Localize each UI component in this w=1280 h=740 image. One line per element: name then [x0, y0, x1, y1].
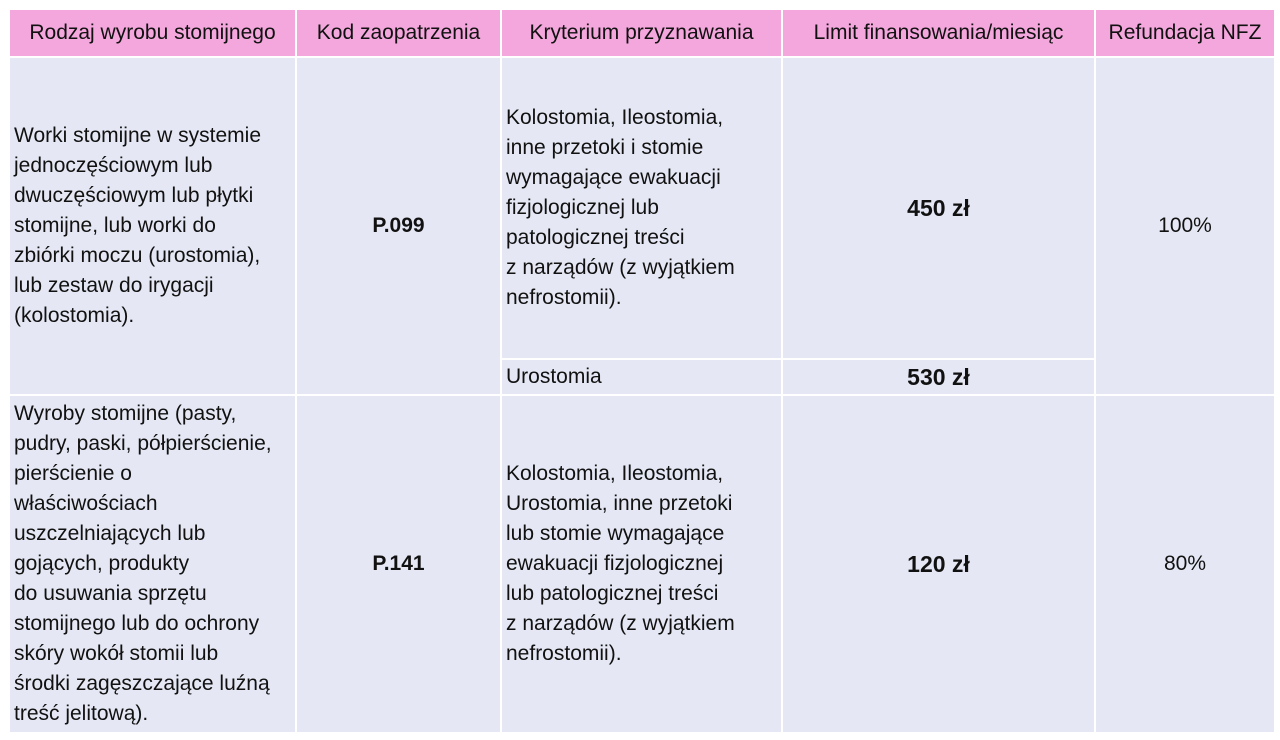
monthly-limit-value: 120 zł: [907, 551, 970, 577]
table-row: [9, 395, 1275, 733]
table-row: [9, 57, 1275, 359]
criteria-cell: [501, 359, 782, 395]
product-type-cell: [9, 57, 296, 395]
criteria-line: patologicznej treści: [506, 226, 685, 249]
criteria-line: inne przetoki i stomie: [506, 136, 704, 159]
criteria-cell: [501, 395, 782, 733]
supply-code: P.099: [372, 214, 425, 237]
monthly-limit-cell: [782, 57, 1095, 359]
criteria-text: [506, 459, 777, 669]
criteria-text: [506, 103, 777, 313]
criteria-line: Kolostomia, Ileostomia,: [506, 106, 724, 129]
monthly-limit-value: 530 zł: [907, 364, 970, 390]
criteria-line: z narządów (z wyjątkiem: [506, 612, 735, 635]
product-type-line: do usuwania sprzętu: [14, 582, 207, 605]
header-supply-code: Kod zaopatrzenia: [296, 9, 501, 57]
product-type-line: Worki stomijne w systemie: [14, 124, 261, 147]
nfz-refund-value: 100%: [1158, 214, 1212, 237]
criteria-line: nefrostomii).: [506, 286, 622, 309]
monthly-limit-cell: [782, 359, 1095, 395]
criteria-line: ewakuacji fizjologicznej: [506, 552, 724, 575]
product-type-text: [14, 121, 291, 331]
header-product-type: Rodzaj wyrobu stomijnego: [9, 9, 296, 57]
product-type-line: skóry wokół stomii lub: [14, 642, 219, 665]
product-type-cell: [9, 395, 296, 733]
criteria-line: lub stomie wymagające: [506, 522, 725, 545]
product-type-line: gojących, produkty: [14, 552, 190, 575]
supply-code: P.141: [372, 552, 425, 575]
nfz-refund-cell: [1095, 57, 1275, 395]
criteria-line: Urostomia: [506, 365, 602, 388]
monthly-limit-value: 450 zł: [907, 195, 970, 221]
product-type-line: zbiórki moczu (urostomia),: [14, 244, 261, 267]
monthly-limit-cell: [782, 395, 1095, 733]
product-type-line: uszczelniających lub: [14, 522, 206, 545]
product-type-line: dwuczęściowym lub płytki: [14, 184, 254, 207]
criteria-line: lub patologicznej treści: [506, 582, 719, 605]
nfz-refund-value: 80%: [1163, 552, 1207, 575]
criteria-line: Kolostomia, Ileostomia,: [506, 462, 724, 485]
stoma-refund-table: [8, 8, 1276, 734]
product-type-line: (kolostomia).: [14, 304, 135, 327]
product-type-text: [14, 399, 291, 729]
header-row: [9, 9, 1275, 57]
product-type-line: treść jelitową).: [14, 702, 149, 725]
header-criteria: Kryterium przyznawania: [501, 9, 782, 57]
criteria-line: z narządów (z wyjątkiem: [506, 256, 735, 279]
product-type-line: pudry, paski, półpierścienie,: [14, 432, 272, 455]
criteria-line: Urostomia, inne przetoki: [506, 492, 733, 515]
header-monthly-limit: Limit finansowania/miesiąc: [782, 9, 1095, 57]
nfz-refund-cell: [1095, 395, 1275, 733]
product-type-line: stomijne, lub worki do: [14, 214, 216, 237]
product-type-line: pierścienie o: [14, 462, 132, 485]
criteria-line: wymagające ewakuacji: [506, 166, 721, 189]
product-type-line: lub zestaw do irygacji: [14, 274, 214, 297]
header-nfz-refund: Refundacja NFZ: [1095, 9, 1275, 57]
product-type-line: jednoczęściowym lub: [14, 154, 213, 177]
criteria-cell: [501, 57, 782, 359]
product-type-line: stomijnego lub do ochrony: [14, 612, 260, 635]
product-type-line: Wyroby stomijne (pasty,: [14, 402, 237, 425]
supply-code-cell: [296, 57, 501, 395]
product-type-line: środki zagęszczające luźną: [14, 672, 270, 695]
criteria-line: fizjologicznej lub: [506, 196, 659, 219]
supply-code-cell: [296, 395, 501, 733]
product-type-line: właściwościach: [14, 492, 158, 515]
criteria-line: nefrostomii).: [506, 642, 622, 665]
